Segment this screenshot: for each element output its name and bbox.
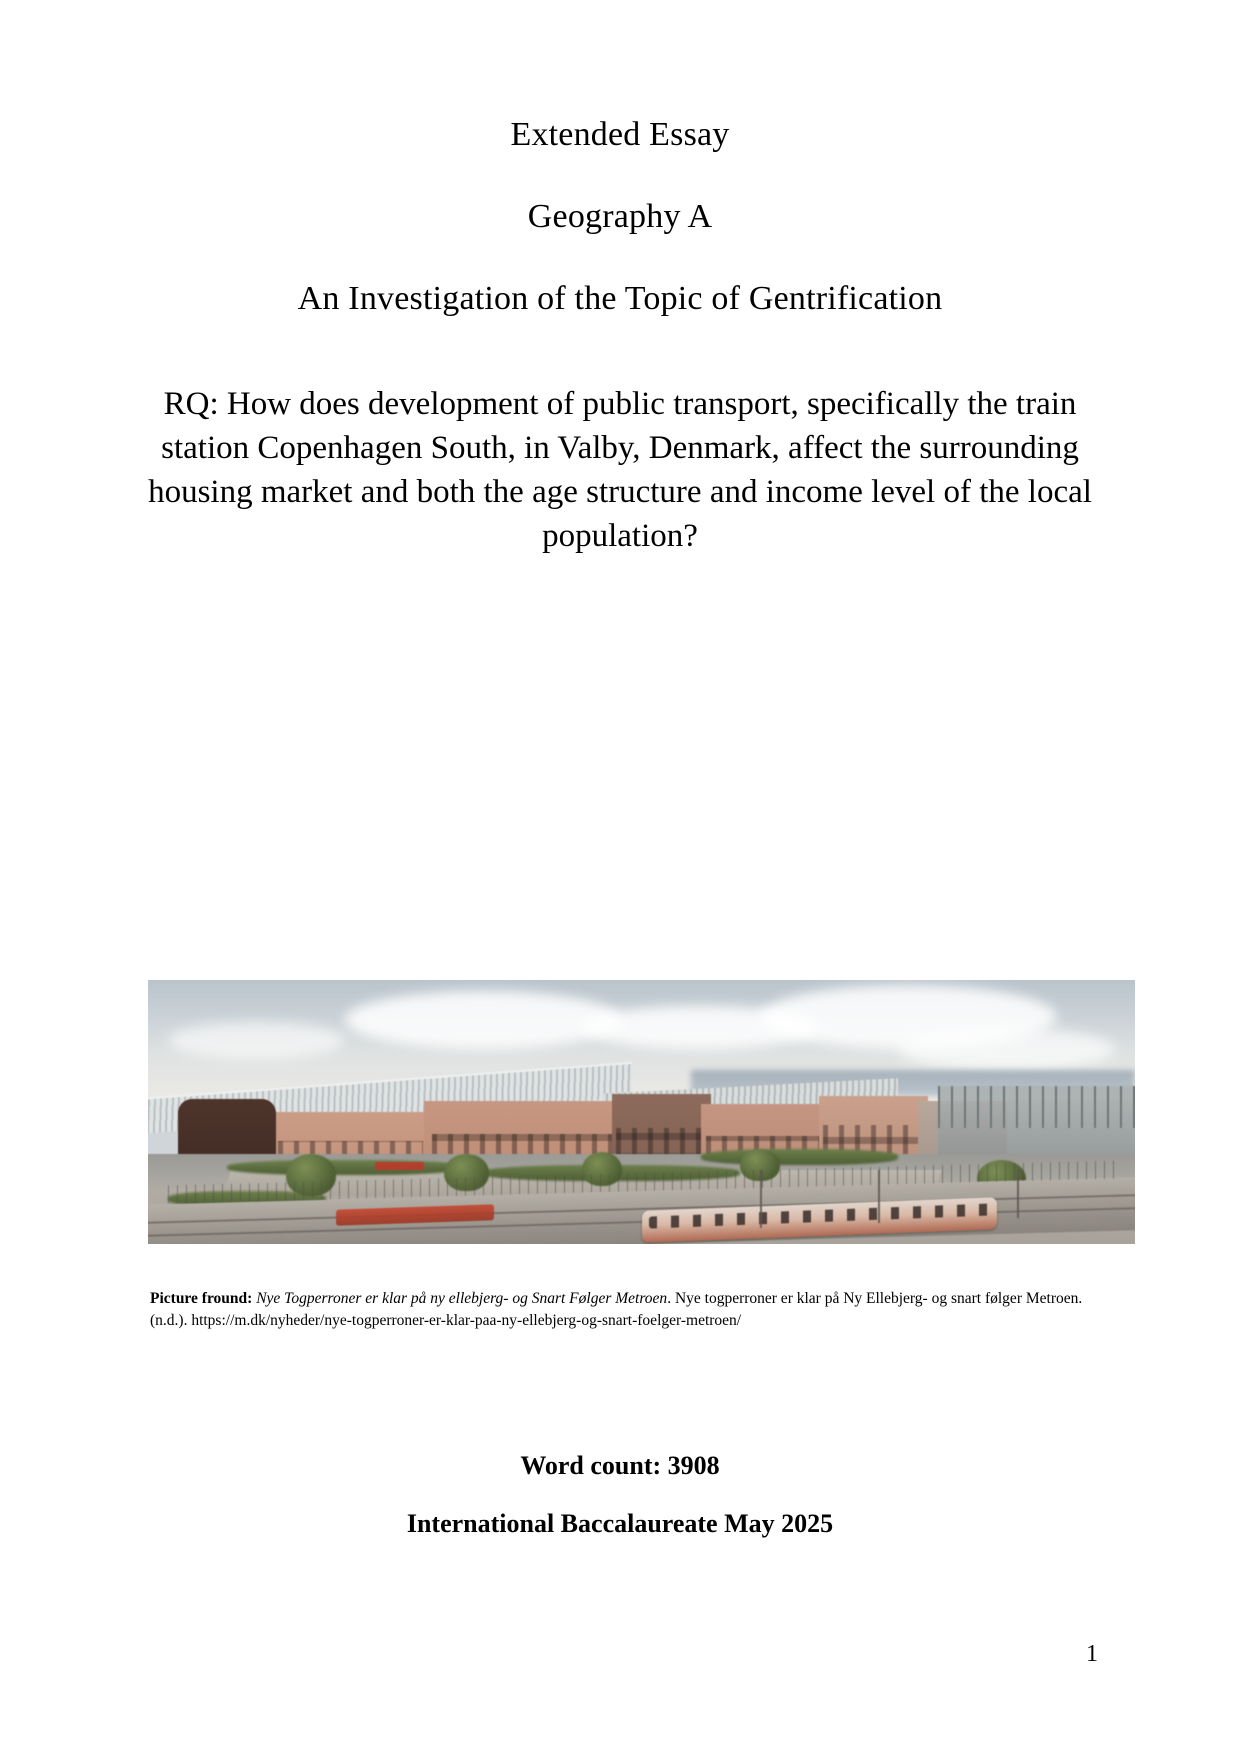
photo-cloud xyxy=(898,1028,1115,1070)
photo-rendering xyxy=(148,980,1135,1244)
title-block xyxy=(148,118,1092,316)
topic-title: An Investigation of the Topic of Gentrification xyxy=(297,280,943,317)
photo-catenary-pole xyxy=(760,1170,762,1228)
caption-label: Picture fround: xyxy=(150,1290,253,1307)
page-title: Extended Essay xyxy=(510,116,730,153)
photo-cloud xyxy=(168,1022,346,1059)
photo-cloud xyxy=(345,991,621,1049)
caption-rest: . Nye togperroner er klar på Ny Ellebjerg- og snart følger Metroen. (n.d.). https://m.dk/nyheder/nye-togperroner-er-klar-paa-ny-ellebjerg-og-snart-foelger-metroen/ xyxy=(150,1290,1083,1329)
page-number: 1 xyxy=(1086,1641,1098,1667)
subject-title: Geography A xyxy=(527,198,713,235)
programme-line: International Baccalaureate May 2025 xyxy=(406,1509,834,1538)
word-count: Word count: 3908 xyxy=(520,1451,720,1480)
research-question-text: RQ: How does development of public transport, specifically the train station Copenhagen South, in Valby, Denmark, affect the surrounding housing market and both the age structure and income level of the local population? xyxy=(148,386,1092,554)
footer-block xyxy=(148,1448,1092,1542)
photo-red-vehicle xyxy=(375,1162,424,1170)
photo-station-frame xyxy=(938,1086,1135,1128)
title-spacer-1 xyxy=(148,152,1092,200)
title-spacer-2 xyxy=(148,234,1092,282)
research-question-block xyxy=(118,382,1122,558)
photo-catenary-pole xyxy=(878,1170,880,1223)
photo-green-strip xyxy=(227,1160,464,1176)
photo-catenary-pole xyxy=(1017,1170,1019,1218)
figure-caption xyxy=(150,1288,1090,1332)
caption-source-title: Nye Togperroner er klar på ny ellebjerg- og Snart Følger Metroen xyxy=(256,1290,668,1307)
photo-green-strip xyxy=(701,1149,898,1165)
figure-photo xyxy=(148,980,1135,1244)
